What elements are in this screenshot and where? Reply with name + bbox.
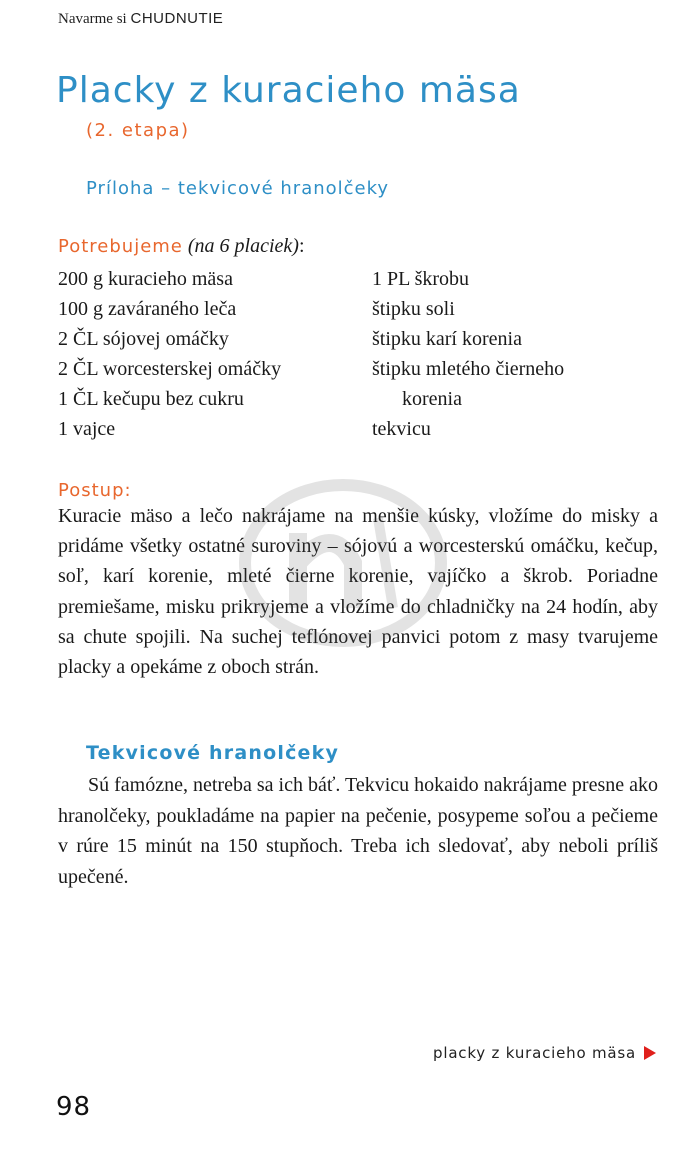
ingredient-item: štipku mletého čierneho (372, 358, 565, 380)
next-recipe-link (433, 1044, 656, 1062)
procedure-text: Kuracie mäso a lečo nakrájame na menšie kúsky, vložíme do misky a pridáme všetky ostatné suroviny – sójovú a worcesterskú omáčku, kečup, soľ, karí korenie, mleté čierne korenie, vajíčko a škrob. Poriadne premiešame, misku prikryjeme a vložíme do chladničky na 24 hodín, aby sa chute spojili. Na suchej teflónovej panvici potom z masy tvarujeme placky a opekáme z oboch strán. (58, 505, 658, 679)
ingredients-colon: : (298, 235, 305, 257)
running-head-prefix: Navarme si (58, 11, 127, 27)
ingredient-item: 1 PL škrobu (372, 268, 470, 290)
recipe-title: Placky z kuracieho mäsa (56, 70, 521, 111)
ingredient-item: 100 g zaváraného leča (58, 298, 237, 320)
side-dish-line: Príloha – tekvicové hranolčeky (86, 178, 390, 199)
ingredients-label: Potrebujeme (58, 236, 183, 257)
side-recipe-text: Sú famózne, netreba sa ich báť. Tekvicu hokaido nakrájame presne ako hranolčeky, poukladáme na papier na pečenie, posypeme soľou a pečieme v rúre 15 minút na 150 stupňoch. Treba ich sledovať, aby neboli príliš upečené. (58, 774, 658, 888)
ingredient-item: štipku soli (372, 298, 455, 320)
recipe-stage: (2. etapa) (86, 120, 190, 141)
ingredient-item-continuation: korenia (402, 388, 462, 410)
ingredients-list-right (372, 264, 564, 444)
ingredient-item: 1 vajce (58, 418, 116, 440)
ingredients-heading (58, 235, 305, 258)
ingredient-item: 200 g kuracieho mäsa (58, 268, 233, 290)
ingredient-item: 2 ČL sójovej omáčky (58, 328, 229, 350)
running-head (58, 10, 223, 28)
ingredient-item: 1 ČL kečupu bez cukru (58, 388, 244, 410)
running-head-brand: CHUDNUTIE (130, 10, 224, 27)
ingredient-item: tekvicu (372, 418, 431, 440)
procedure-heading: Postup: (58, 480, 132, 501)
ingredient-item: 2 ČL worcesterskej omáčky (58, 358, 282, 380)
play-arrow-icon (644, 1046, 656, 1060)
publisher-watermark-icon (238, 478, 448, 648)
side-recipe-heading: Tekvicové hranolčeky (86, 742, 340, 764)
next-recipe-label: placky z kuracieho mäsa (433, 1044, 636, 1062)
ingredient-item: štipku karí korenia (372, 328, 522, 350)
ingredients-note: (na 6 placiek) (187, 235, 299, 257)
ingredients-list-left (58, 264, 281, 444)
page-number: 98 (56, 1092, 92, 1122)
